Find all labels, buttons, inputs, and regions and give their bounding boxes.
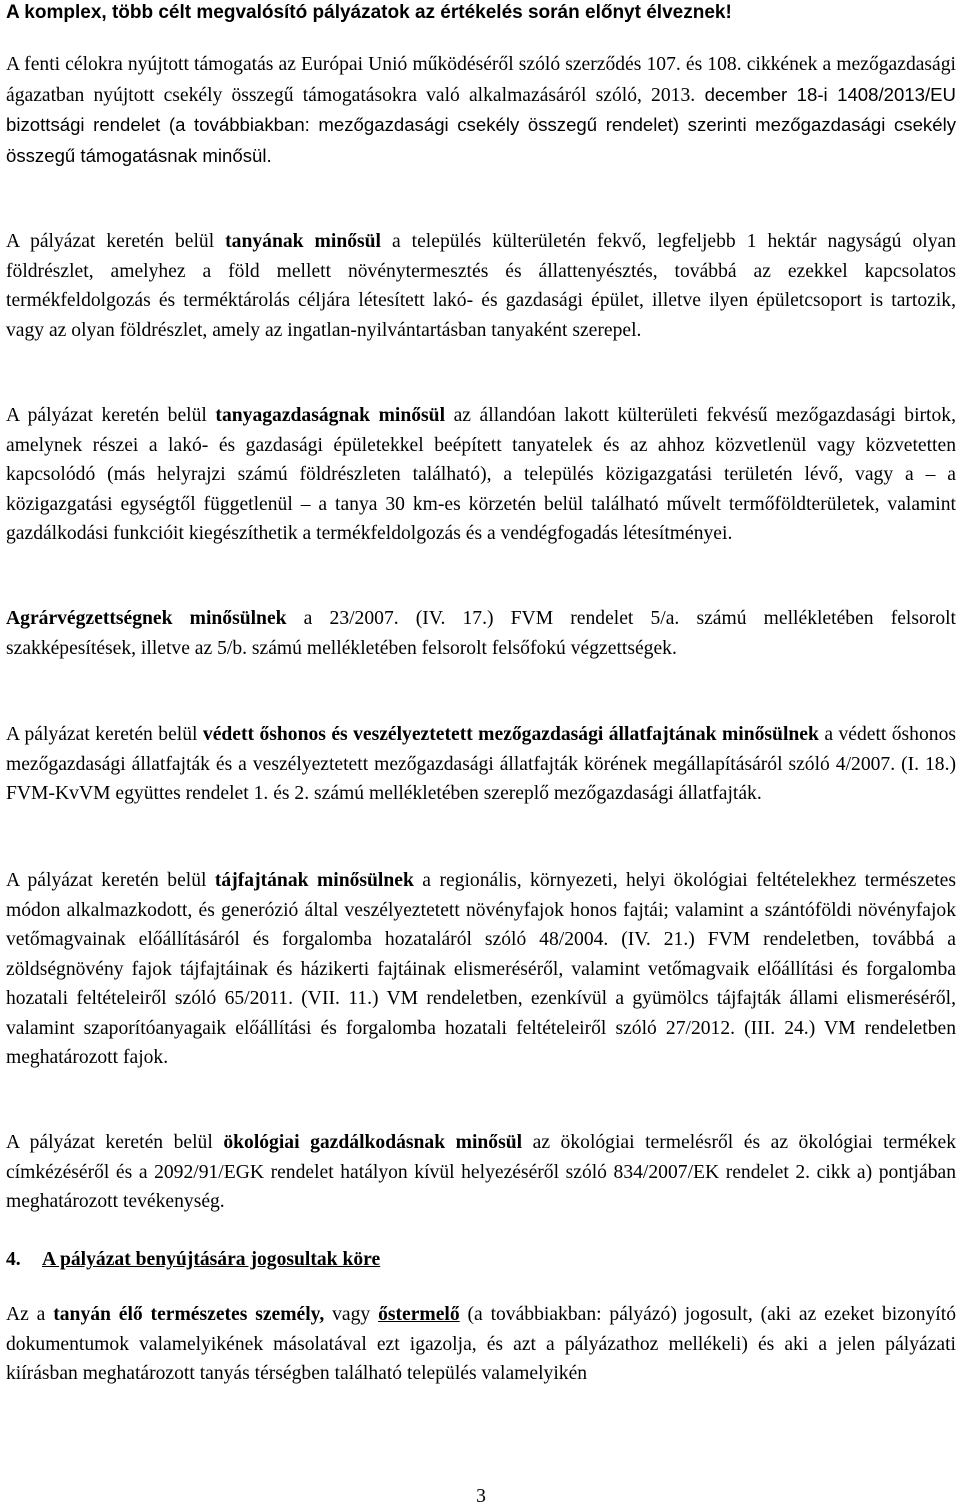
paragraph-text: A pályázat keretén belül xyxy=(6,231,226,252)
paragraph-allatfajta-definition xyxy=(6,720,956,809)
paragraph-text: a 23/2007. (IV. 17.) FVM rendelet 5/a. számú mellékletében felsorolt szakképesítések, illetve az 5/b. számú mellékletében felsorolt felsőfokú végzettségek. xyxy=(6,608,956,659)
defined-term: őstermelő xyxy=(378,1304,460,1325)
paragraph-text: a település külterületén fekvő, legfeljebb 1 hektár nagyságú olyan földrészlet, amelyhez a föld mellett növénytermesztés és állattenyésztés, továbbá az ezekkel kapcsolatos termékfeldolgozás és terméktárolás céljára létesített lakó- és gazdasági épület, illetve ilyen épületcsoport is tartozik, vagy az olyan földrészlet, amely az ingatlan-nyilvántartásban tanyaként szerepel. xyxy=(6,231,956,341)
defined-term: tanyának minősül xyxy=(225,231,381,252)
defined-term: védett őshonos és veszélyeztetett mezőgazdasági állatfajtának minősülnek xyxy=(202,724,819,745)
paragraph-support-basis xyxy=(6,50,956,171)
paragraph-text: a regionális, környezeti, helyi ökológiai feltételekhez természetes módon alkalmazkodott, és generózió által veszélyeztetett növényfajok honos fajtái; valamint a szántóföldi növényfajok vetőmagvainak előállításáról és forgalomba hozataláról szóló 48/2004. (IV. 21.) FVM rendeletben, továbbá a zöldségnövény fajok tájfajtáinak és házikerti fajtáinak elismeréséről, valamint vetőmagvaik előállítási és forgalomba hozatali feltételeiről szóló 65/2011. (VII. 11.) VM rendeletben, ezenkívül a gyümölcs tájfajták állami elismeréséről, valamint szaporítóanyagaik előállítási és forgalomba hozatali feltételeiről szóló 27/2012. (III. 24.) VM rendeletben meghatározott fajok. xyxy=(6,870,957,1068)
paragraph-text: az ökológiai termelésről és az ökológiai termékek címkézéséről és a 2092/91/EGK rendelet hatályon kívül helyezéséről szóló 834/2007/EK rendelet 2. cikk a) pontjában meghatározott tevékenység. xyxy=(6,1132,957,1212)
paragraph-tajfajta-definition xyxy=(6,866,956,1073)
paragraph-text: december 18-i 1408/2013/EU bizottsági rendelet (a továbbiakban: mezőgazdasági csekély összegű rendelet) szerinti mezőgazdasági csekély összegű támogatásnak minősül. xyxy=(6,83,956,166)
defined-term: Agrárvégzettségnek minősülnek xyxy=(6,608,287,629)
paragraph-text: az állandóan lakott külterületi fekvésű mezőgazdasági birtok, amelynek részei a lakó- és gazdasági épületekkel beépített tanyatelek és az ahhoz közvetlenül vagy közvetetten kapcsolódó (más helyrajzi számú földrészleten található), a település közigazgatási területén lévő, vagy a – a közigazgatási egységtől függetlenül – a tanya 30 km-es körzetén belül található művelt termőföldterületek, valamint gazdálkodási funkcióit kiegészíthetik a termékfeldolgozás és a vendégfogadás létesítményei. xyxy=(6,405,956,544)
paragraph-tanya-definition xyxy=(6,227,956,345)
defined-term: ökológiai gazdálkodásnak minősül xyxy=(223,1132,523,1153)
paragraph-text: (a továbbiakban: pályázó) jogosult, (aki az ezeket bizonyító dokumentumok valamelyikének másolatával ezt igazolja, és azt a pályázathoz mellékeli) és aki a jelen pályázati kiírásban meghatározott tanyás térségben található település valamelyikén xyxy=(6,1304,956,1384)
paragraph-tanyagazdasag-definition xyxy=(6,401,956,549)
paragraph-text: A pályázat keretén belül xyxy=(6,1132,224,1153)
paragraph-agrarvegzettseg-definition xyxy=(6,604,956,663)
paragraph-eligible-applicants xyxy=(6,1300,956,1389)
section-heading xyxy=(6,1245,956,1274)
paragraph-text: A pályázat keretén belül xyxy=(6,724,203,745)
paragraph-text: A pályázat keretén belül xyxy=(6,405,216,426)
paragraph-okologiai-definition xyxy=(6,1128,956,1217)
section-number: 4. xyxy=(6,1249,21,1270)
paragraph-text: vagy xyxy=(324,1304,379,1325)
defined-term: tanyán élő természetes személy, xyxy=(53,1304,325,1325)
defined-term: tanyagazdaságnak minősül xyxy=(215,405,446,426)
section-title: A pályázat benyújtására jogosultak köre xyxy=(42,1249,381,1270)
defined-term: tájfajtának minősülnek xyxy=(214,870,414,891)
paragraph-text: Az a xyxy=(6,1304,54,1325)
paragraph-text: a védett őshonos mezőgazdasági állatfajták és a veszélyeztetett mezőgazdasági állatfajták körének megállapításáról szóló 4/2007. (I. 18.) FVM-KvVM együttes rendelet 1. és 2. számú mellékletében szereplő mezőgazdasági állatfajták. xyxy=(6,724,956,804)
paragraph-text: A pályázat keretén belül xyxy=(6,870,215,891)
paragraph-text: A fenti célokra nyújtott támogatás az Európai Unió működéséről szóló szerződés 107. és 108. cikkének a mezőgazdasági ágazatban nyújtott csekély összegű támogatásokra való alkalmazásáról szóló, 2013. xyxy=(6,54,956,106)
page-heading: A komplex, több célt megvalósító pályázatok az értékelés során előnyt élveznek! xyxy=(6,2,732,23)
page-number: 3 xyxy=(476,1486,486,1507)
